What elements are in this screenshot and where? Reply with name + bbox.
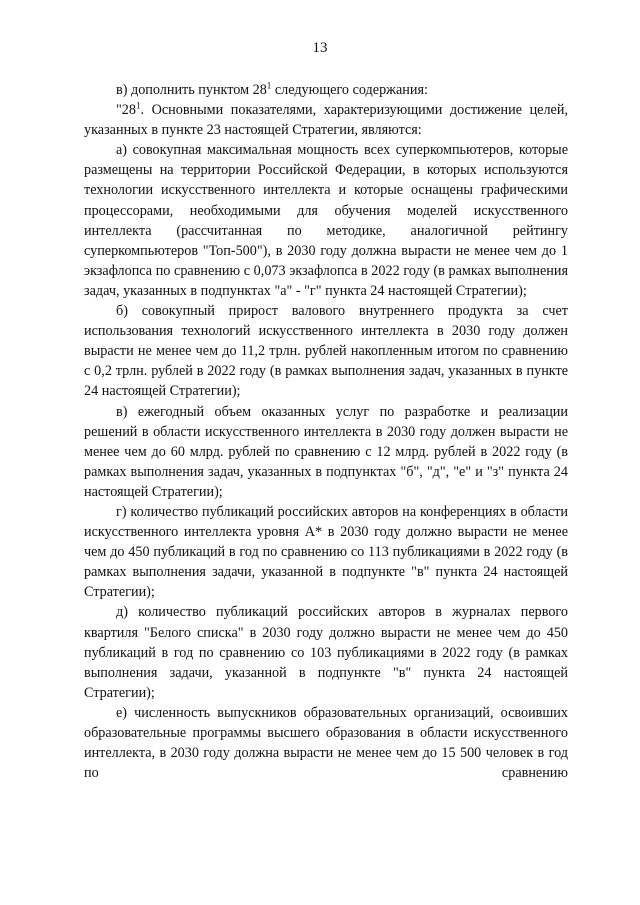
indicator-g: г) количество публикаций российских авторов на конференциях в области искусственного интеллекта уровня А* в 2030 году должно вырасти не менее чем до 450 публикаций в год по сравнению со 113 публикациями в 2022 году (в рамках выполнения задачи, указанной в подпункте "в" пункта 24 настоящей Стратегии); [84,503,568,601]
superscript: 1 [135,100,141,111]
document-body [84,80,568,783]
amendment-intro [84,80,568,100]
intro-text: следующего содержания: [271,82,428,98]
superscript: 1 [266,80,272,91]
clause-text: . Основными показателями, характеризующими достижение целей, указанных в пункте 23 настоящей Стратегии, являются: [84,102,568,139]
indicator-a: а) совокупная максимальная мощность всех суперкомпьютеров, которые размещены на территории Российской Федерации, в которых используются технологии искусственного интеллекта и которые оснащены графическими процессорами, необходимыми для обучения моделей искусственного интеллекта (рассчитанная по методике, аналогичной рейтингу суперкомпьютеров "Топ-500"), в 2030 году должна вырасти не менее чем до 1 экзафлопса по сравнению с 0,073 экзафлопса в 2022 году (в рамках выполнения задач, указанных в подпунктах "а" - "г" пункта 24 настоящей Стратегии); [84,142,568,299]
clause-text: "28 [116,102,136,119]
indicator-e: е) численность выпускников образовательных организаций, освоивших образовательные программы высшего образования в области искусственного интеллекта, в 2030 году должна вырасти не менее чем до 15 500 человек в год по сравнению [84,704,568,782]
indicator-v: в) ежегодный объем оказанных услуг по разработке и реализации решений в области искусственного интеллекта в 2030 году должен вырасти не менее чем до 60 млрд. рублей по сравнению с 12 млрд. рублей в 2022 году (в рамках выполнения задач, указанных в подпунктах "б", "д", "е" и "з" пункта 24 настоящей Стратегии); [84,403,568,500]
page-number: 13 [312,40,328,56]
intro-text: в) дополнить пунктом 28 [116,82,267,98]
indicator-b: б) совокупный прирост валового внутреннего продукта за счет использования технологий искусственного интеллекта в 2030 году должен вырасти не менее чем до 11,2 трлн. рублей накопленным итогом по сравнению с 0,2 трлн. рублей в 2022 году (в рамках выполнения задач, указанных в пункте 24 настоящей Стратегии); [84,303,568,400]
clause-28-1-heading [84,100,568,140]
indicator-d: д) количество публикаций российских авторов в журналах первого квартиля "Белого списка" в 2030 году должно вырасти не менее чем до 450 публикаций в год по сравнению со 103 публикациями в 2022 году (в рамках выполнения задачи, указанной в подпункте "в" пункта 24 настоящей Стратегии); [84,604,568,701]
